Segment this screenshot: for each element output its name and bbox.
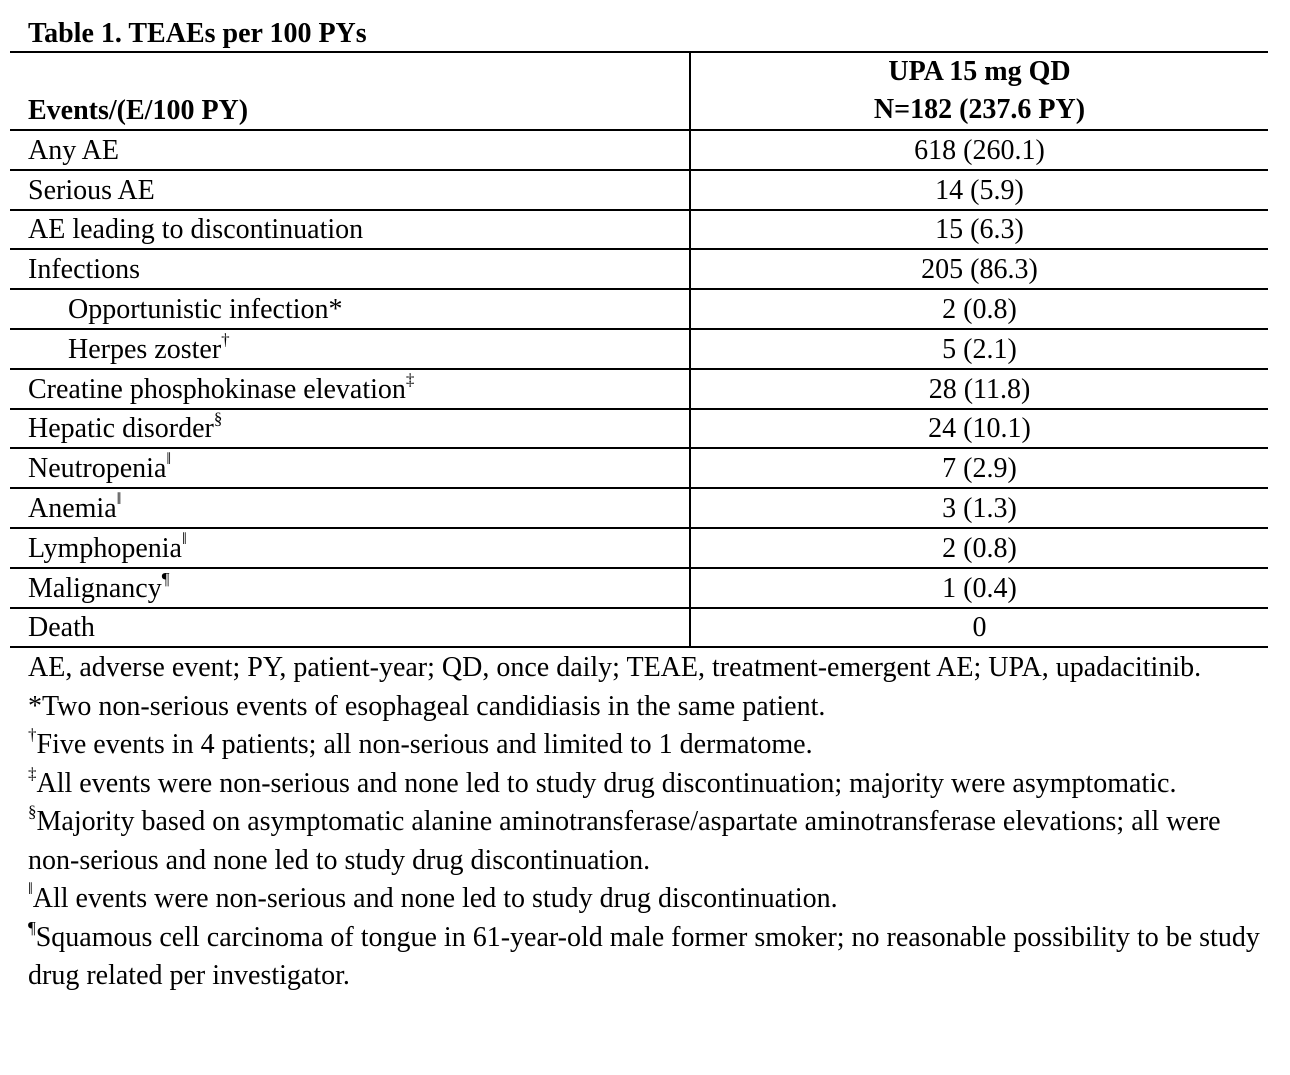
- row-label-cell: [10, 568, 690, 608]
- row-value: 1 (0.4): [690, 568, 1268, 608]
- table-row: [10, 488, 1268, 528]
- table-row: [10, 369, 1268, 409]
- row-label-cell: [10, 329, 690, 369]
- row-value: 205 (86.3): [690, 249, 1268, 289]
- table-row: [10, 249, 1268, 289]
- row-label-cell: [10, 289, 690, 329]
- footnote-text: All events were non-serious and none led to study drug discontinuation; majority were asymptomatic.: [36, 767, 1177, 799]
- row-value: 2 (0.8): [690, 528, 1268, 568]
- row-value: 618 (260.1): [690, 130, 1268, 170]
- table-row: [10, 448, 1268, 488]
- row-label-cell: [10, 210, 690, 250]
- row-label-cell: [10, 369, 690, 409]
- row-label: Opportunistic infection*: [68, 293, 343, 325]
- row-label-cell: [10, 409, 690, 449]
- footnote-text: AE, adverse event; PY, patient-year; QD, once daily; TEAE, treatment-emergent AE; UPA, upadacitinib.: [28, 652, 1202, 683]
- header-upa: [690, 52, 1268, 130]
- row-label-cell: [10, 528, 690, 568]
- footnote-marker: ¶: [161, 568, 170, 588]
- footnote-marker: †: [221, 329, 230, 349]
- footnotes: [28, 649, 1268, 996]
- footnote-marker: ‖: [181, 528, 187, 548]
- row-value: 3 (1.3): [690, 488, 1268, 528]
- row-label: Lymphopenia: [28, 532, 182, 564]
- footnote: [28, 726, 1268, 765]
- table-title: Table 1. TEAEs per 100 PYs: [28, 18, 367, 49]
- table-row: [10, 409, 1268, 449]
- footnote: [28, 880, 1268, 919]
- row-label-cell: [10, 608, 690, 648]
- row-label: Neutropenia: [28, 453, 167, 485]
- row-label-cell: [10, 488, 690, 528]
- footnote-text: Five events in 4 patients; all non-serious and limited to 1 dermatome.: [36, 729, 813, 760]
- row-label: Herpes zoster: [68, 333, 222, 365]
- row-label: Infections: [28, 254, 140, 286]
- row-label: Malignancy: [28, 572, 162, 604]
- footnote-text: Majority based on asymptomatic alanine aminotransferase/aspartate aminotransferase elevations; all were non-serious and none led to study drug discontinuation.: [28, 806, 1221, 876]
- table-row: [10, 289, 1268, 329]
- footnote-marker: †: [28, 725, 37, 744]
- teae-table: [10, 51, 1268, 648]
- table-row: [10, 170, 1268, 210]
- row-label-cell: [10, 130, 690, 170]
- footnote-marker: ¶: [28, 917, 36, 937]
- row-value: 15 (6.3): [690, 210, 1268, 250]
- row-value: 5 (2.1): [690, 329, 1268, 369]
- header-upa-n: N=182 (237.6 PY): [873, 94, 1086, 125]
- row-value: 28 (11.8): [690, 369, 1268, 409]
- row-label: AE leading to discontinuation: [28, 214, 364, 246]
- row-value: 2 (0.8): [690, 289, 1268, 329]
- footnote-marker: ‡: [28, 763, 37, 783]
- table-row: [10, 210, 1268, 250]
- row-value: 24 (10.1): [690, 409, 1268, 449]
- footnote-text: All events were non-serious and none led to study drug discontinuation.: [32, 883, 838, 914]
- footnote-text: Squamous cell carcinoma of tongue in 61-year-old male former smoker; no reasonable possibility to be study drug related per investigator.: [28, 921, 1260, 991]
- row-value: 14 (5.9): [690, 170, 1268, 210]
- row-label-cell: [10, 170, 690, 210]
- footnote-marker: ‡: [405, 369, 415, 389]
- footnote-marker: ‖: [166, 449, 172, 469]
- footnote-marker: §: [28, 802, 37, 821]
- table-row: [10, 608, 1268, 648]
- footnote: [28, 649, 1268, 688]
- header-events: Events/(E/100 PY): [10, 52, 690, 130]
- table-row: [10, 130, 1268, 170]
- row-label: Serious AE: [28, 174, 155, 206]
- footnote: [28, 765, 1268, 804]
- footnote-marker: §: [213, 409, 223, 429]
- row-label: Anemia: [28, 492, 117, 524]
- table-row: [10, 329, 1268, 369]
- row-label: Death: [28, 612, 95, 644]
- header-upa-dose: UPA 15 mg QD: [888, 56, 1071, 87]
- table-row: [10, 568, 1268, 608]
- footnote-text: *Two non-serious events of esophageal candidiasis in the same patient.: [28, 690, 826, 722]
- row-label: Hepatic disorder: [28, 413, 214, 445]
- row-label-cell: [10, 448, 690, 488]
- footnote: [28, 688, 1268, 727]
- footnote-marker: ‖: [116, 488, 122, 508]
- row-label: Creatine phosphokinase elevation: [28, 373, 406, 405]
- footnote-marker: ‖: [28, 879, 33, 898]
- row-value: 0: [690, 608, 1268, 648]
- row-value: 7 (2.9): [690, 448, 1268, 488]
- row-label-cell: [10, 249, 690, 289]
- row-label: Any AE: [28, 134, 119, 166]
- table-row: [10, 528, 1268, 568]
- footnote: [28, 919, 1268, 996]
- table-header-row: [10, 52, 1268, 130]
- footnote: [28, 803, 1268, 880]
